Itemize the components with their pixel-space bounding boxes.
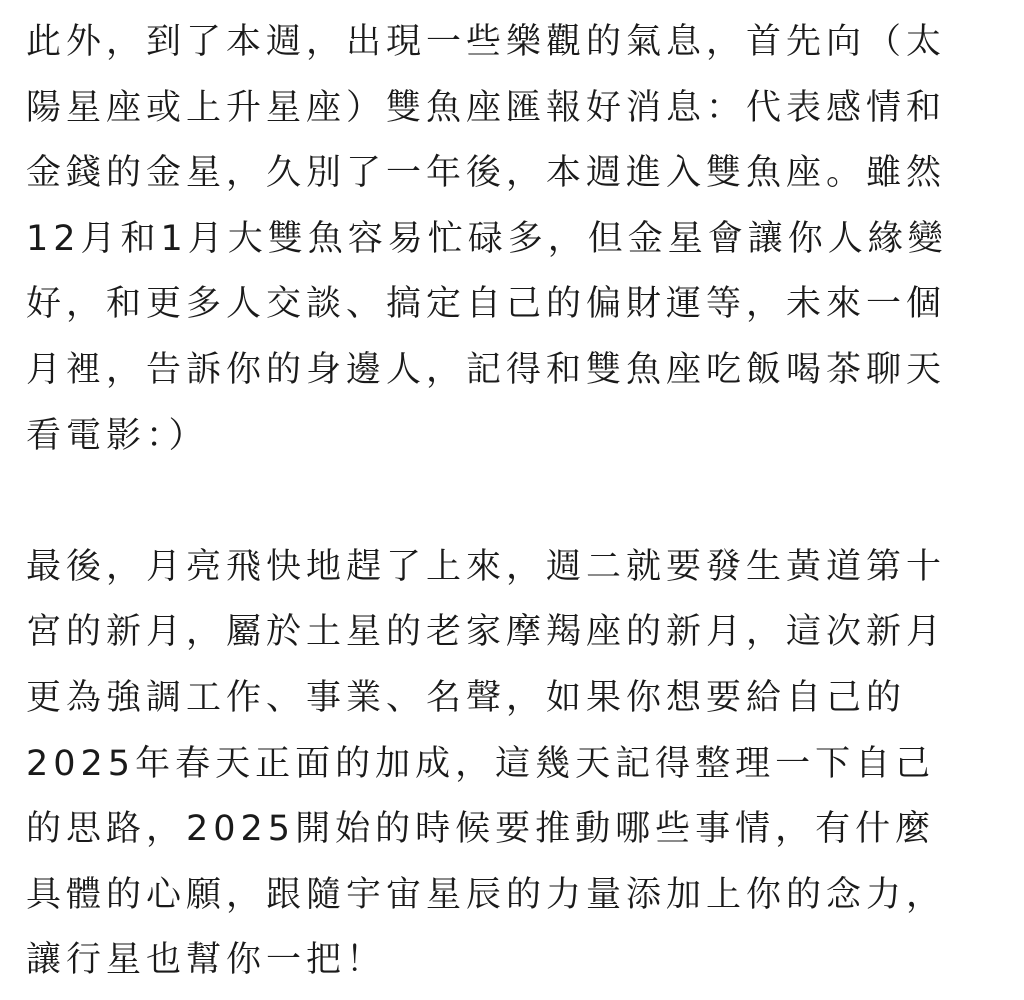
- text-line: 的思路，2025開始的時候要推動哪些事情，有什麼: [26, 809, 936, 850]
- text-line: 12月和1月大雙魚容易忙碌多，但金星會讓你人緣變: [26, 218, 948, 259]
- text-line: 金錢的金星，久別了一年後，本週進入雙魚座。雖然: [26, 153, 947, 194]
- text-line: 最後，月亮飛快地趕了上來，週二就要發生黃道第十: [26, 546, 947, 587]
- text-line: 宮的新月，屬於土星的老家摩羯座的新月，這次新月: [26, 612, 947, 653]
- text-line: 讓行星也幫你一把！: [26, 940, 387, 981]
- text-line: 更為強調工作、事業、名聲，如果你想要給自己的: [26, 677, 907, 718]
- paragraph-gap: [26, 469, 1006, 535]
- text-line: 看電影：）: [26, 415, 209, 456]
- text-line: 月裡，告訴你的身邊人，記得和雙魚座吃飯喝茶聊天: [26, 349, 947, 390]
- text-line: 此外，到了本週，出現一些樂觀的氣息，首先向（太: [26, 22, 947, 62]
- paragraph-venus: [26, 10, 1006, 469]
- text-line: 具體的心願，跟隨宇宙星辰的力量添加上你的念力，: [26, 874, 947, 915]
- paragraph-new-moon: [26, 535, 1006, 994]
- text-line: 2025年春天正面的加成，這幾天記得整理一下自己: [26, 743, 936, 784]
- text-line: 陽星座或上升星座）雙魚座匯報好消息：代表感情和: [26, 87, 947, 128]
- article-body: [26, 10, 1006, 994]
- text-line: 好，和更多人交談、搞定自己的偏財運等，未來一個: [26, 284, 947, 325]
